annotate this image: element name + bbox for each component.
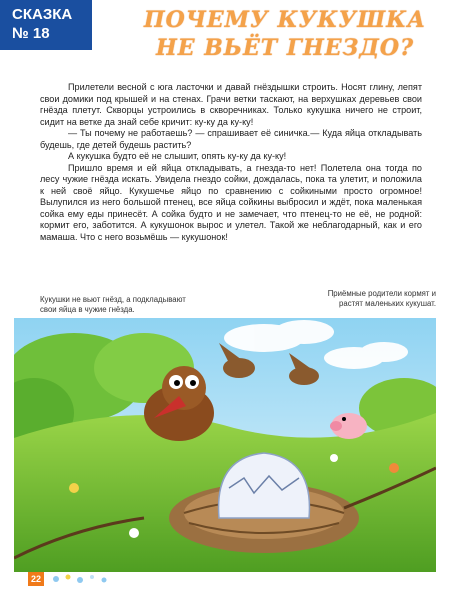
illustration bbox=[14, 318, 436, 572]
paragraph: Прилетели весной с юга ласточки и давай гнёздышки строить. Носят глину, лепят свои домики под крышей и на стенах. Грачи ветки таскают, на верхушках деревьев свои гнёзда плетут. Скворцы устроились в скворечниках. Только кукушка ничего не строит, сидит на ветке да знай себе кричит: ку-ку да ку-ку! bbox=[40, 82, 422, 127]
decorative-flowers-icon bbox=[50, 572, 130, 586]
tale-number-tag bbox=[0, 0, 92, 50]
paragraph: — Ты почему не работаешь? — спрашивает её синичка.— Куда яйца откладывать будешь, где детей будешь растить? bbox=[40, 128, 422, 150]
caption-right: Приёмные родители кормят и растят маленьких кукушат. bbox=[327, 289, 436, 308]
tag-line-1: СКАЗКА bbox=[12, 6, 73, 23]
title-line-2: НЕ ВЬЁТ ГНЕЗДО? bbox=[156, 35, 414, 61]
title-line-1: ПОЧЕМУ КУКУШКА bbox=[143, 7, 427, 33]
page-title bbox=[130, 6, 440, 62]
caption-left: Кукушки не вьют гнёзд, а подкладывают свои яйца в чужие гнёзда. bbox=[40, 295, 186, 314]
tag-line-2: № 18 bbox=[12, 25, 50, 42]
paragraph: Пришло время и ей яйца откладывать, а гнезда-то нет! Полетела она тогда по лесу чужие гнёзда искать. Увидела гнездо сойки, дождалась, пока та улетит, и положила к ней своё яйцо. Кукушечье яйцо по сравнению с сойкиными просто огромное! Вылупился из него большой птенец, все яйца сойкины выбросил и ждёт, пока маленькая сойка ему еды принесёт. А сойка будто и не замечает, что птенец-то не её, не родной: кормит его, заботится. А кукушонок вырос и улетел. Такой же неблагодарный, как и его мамаша. Что с него возьмёшь — кукушонок! bbox=[40, 162, 422, 242]
story-text bbox=[40, 82, 422, 243]
paragraph: А кукушка будто её не слышит, опять ку-ку да ку-ку! bbox=[68, 151, 287, 161]
page-number: 22 bbox=[28, 572, 44, 586]
